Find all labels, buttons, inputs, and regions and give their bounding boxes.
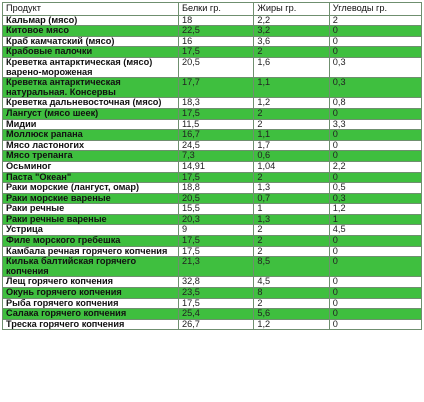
table-body: [3, 15, 422, 330]
table-row: [3, 36, 422, 47]
carbs-cell: 2,2: [329, 161, 421, 172]
product-cell: Рыба горячего копчения: [3, 298, 179, 309]
carbs-cell: 3,3: [329, 119, 421, 130]
protein-cell: 25,4: [178, 309, 253, 320]
fat-cell: 8,5: [254, 257, 329, 277]
header-carbs: Углеводы гр.: [329, 3, 421, 16]
product-cell: Кальмар (мясо): [3, 15, 179, 26]
carbs-cell: 0: [329, 130, 421, 141]
product-cell: Окунь горячего копчения: [3, 288, 179, 299]
carbs-cell: 0: [329, 151, 421, 162]
protein-cell: 17,5: [178, 172, 253, 183]
table-row: [3, 309, 422, 320]
product-cell: Китовое мясо: [3, 26, 179, 37]
carbs-cell: 1: [329, 214, 421, 225]
protein-cell: 17,5: [178, 47, 253, 58]
carbs-cell: 0: [329, 140, 421, 151]
protein-cell: 22,5: [178, 26, 253, 37]
fat-cell: 2: [254, 47, 329, 58]
fat-cell: 8: [254, 288, 329, 299]
product-cell: Раки речные: [3, 204, 179, 215]
carbs-cell: 2: [329, 15, 421, 26]
carbs-cell: 0: [329, 108, 421, 119]
fat-cell: 1,7: [254, 140, 329, 151]
product-cell: Устрица: [3, 225, 179, 236]
table-row: [3, 161, 422, 172]
protein-cell: 18,3: [178, 98, 253, 109]
table-row: [3, 193, 422, 204]
table-row: [3, 140, 422, 151]
protein-cell: 17,5: [178, 298, 253, 309]
product-cell: Мясо ластоногих: [3, 140, 179, 151]
protein-cell: 21,3: [178, 257, 253, 277]
product-cell: Филе морского гребешка: [3, 236, 179, 247]
protein-cell: 17,5: [178, 108, 253, 119]
table-row: [3, 288, 422, 299]
protein-cell: 15,5: [178, 204, 253, 215]
carbs-cell: 0,8: [329, 98, 421, 109]
product-cell: Осьминог: [3, 161, 179, 172]
fat-cell: 2,2: [254, 15, 329, 26]
product-cell: Раки морские вареные: [3, 193, 179, 204]
carbs-cell: 0: [329, 172, 421, 183]
carbs-cell: 0: [329, 319, 421, 330]
carbs-cell: 0: [329, 36, 421, 47]
table-row: [3, 26, 422, 37]
protein-cell: 23,5: [178, 288, 253, 299]
fat-cell: 2: [254, 225, 329, 236]
table-row: [3, 257, 422, 277]
fat-cell: 1,2: [254, 319, 329, 330]
product-cell: Креветка антарктическая натуральная. Консервы: [3, 78, 179, 98]
product-cell: Крабовые палочки: [3, 47, 179, 58]
product-cell: Креветка антарктическая (мясо) варено-мороженая: [3, 57, 179, 77]
table-row: [3, 57, 422, 77]
fat-cell: 1,1: [254, 130, 329, 141]
protein-cell: 20,5: [178, 193, 253, 204]
protein-cell: 11,5: [178, 119, 253, 130]
product-cell: Раки речные вареные: [3, 214, 179, 225]
fat-cell: 2: [254, 172, 329, 183]
table-row: [3, 119, 422, 130]
fat-cell: 0,6: [254, 151, 329, 162]
product-cell: Краб камчатский (мясо): [3, 36, 179, 47]
product-cell: Моллюск рапана: [3, 130, 179, 141]
fat-cell: 3,2: [254, 26, 329, 37]
product-cell: Мясо трепанга: [3, 151, 179, 162]
fat-cell: 5,6: [254, 309, 329, 320]
protein-cell: 20,3: [178, 214, 253, 225]
carbs-cell: 0: [329, 277, 421, 288]
carbs-cell: 0: [329, 47, 421, 58]
nutrition-table: [2, 2, 422, 330]
table-row: [3, 151, 422, 162]
table-row: [3, 98, 422, 109]
carbs-cell: 0: [329, 309, 421, 320]
protein-cell: 16,7: [178, 130, 253, 141]
carbs-cell: 0: [329, 26, 421, 37]
product-cell: Лангуст (мясо шеек): [3, 108, 179, 119]
product-cell: Мидии: [3, 119, 179, 130]
table-row: [3, 277, 422, 288]
protein-cell: 7,3: [178, 151, 253, 162]
table-row: [3, 130, 422, 141]
table-row: [3, 225, 422, 236]
product-cell: Креветка дальневосточная (мясо): [3, 98, 179, 109]
table-row: [3, 204, 422, 215]
header-fat: Жиры гр.: [254, 3, 329, 16]
protein-cell: 9: [178, 225, 253, 236]
table-row: [3, 246, 422, 257]
carbs-cell: 0: [329, 236, 421, 247]
fat-cell: 0,7: [254, 193, 329, 204]
header-protein: Белки гр.: [178, 3, 253, 16]
table-row: [3, 15, 422, 26]
protein-cell: 17,5: [178, 246, 253, 257]
protein-cell: 26,7: [178, 319, 253, 330]
fat-cell: 1,1: [254, 78, 329, 98]
carbs-cell: 0,3: [329, 193, 421, 204]
table-row: [3, 78, 422, 98]
header-row: [3, 3, 422, 16]
product-cell: Салака горячего копчения: [3, 309, 179, 320]
carbs-cell: 0,3: [329, 57, 421, 77]
table-row: [3, 236, 422, 247]
carbs-cell: 0: [329, 246, 421, 257]
fat-cell: 2: [254, 246, 329, 257]
carbs-cell: 0: [329, 288, 421, 299]
fat-cell: 2: [254, 236, 329, 247]
table-row: [3, 172, 422, 183]
carbs-cell: 0,5: [329, 183, 421, 194]
table-row: [3, 47, 422, 58]
table-row: [3, 214, 422, 225]
product-cell: Килька балтийская горячего копчения: [3, 257, 179, 277]
protein-cell: 16: [178, 36, 253, 47]
carbs-cell: 0: [329, 257, 421, 277]
fat-cell: 2: [254, 108, 329, 119]
protein-cell: 20,5: [178, 57, 253, 77]
fat-cell: 1,6: [254, 57, 329, 77]
fat-cell: 1,04: [254, 161, 329, 172]
protein-cell: 32,8: [178, 277, 253, 288]
carbs-cell: 0: [329, 298, 421, 309]
fat-cell: 1,2: [254, 98, 329, 109]
product-cell: Треска горячего копчения: [3, 319, 179, 330]
table-row: [3, 319, 422, 330]
product-cell: Камбала речная горячего копчения: [3, 246, 179, 257]
product-cell: Лещ горячего копчения: [3, 277, 179, 288]
product-cell: Раки морские (лангуст, омар): [3, 183, 179, 194]
fat-cell: 2: [254, 119, 329, 130]
protein-cell: 24,5: [178, 140, 253, 151]
fat-cell: 3,6: [254, 36, 329, 47]
protein-cell: 18: [178, 15, 253, 26]
protein-cell: 17,5: [178, 236, 253, 247]
fat-cell: 1,3: [254, 183, 329, 194]
carbs-cell: 4,5: [329, 225, 421, 236]
protein-cell: 17,7: [178, 78, 253, 98]
fat-cell: 1: [254, 204, 329, 215]
carbs-cell: 0,3: [329, 78, 421, 98]
protein-cell: 18,8: [178, 183, 253, 194]
table-row: [3, 108, 422, 119]
table-row: [3, 298, 422, 309]
fat-cell: 4,5: [254, 277, 329, 288]
fat-cell: 2: [254, 298, 329, 309]
protein-cell: 14,91: [178, 161, 253, 172]
header-product: Продукт: [3, 3, 179, 16]
table-row: [3, 183, 422, 194]
product-cell: Паста "Океан": [3, 172, 179, 183]
carbs-cell: 1,2: [329, 204, 421, 215]
fat-cell: 1,3: [254, 214, 329, 225]
